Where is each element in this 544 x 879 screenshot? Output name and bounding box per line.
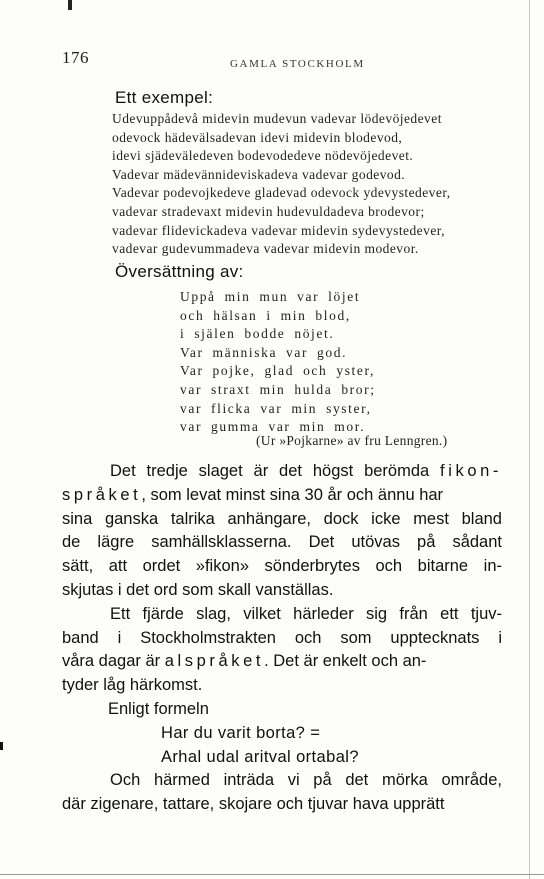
paragraph-line — [62, 484, 502, 508]
paragraph-line: sätt, att ordet »fikon» sönderbrytes och bitarne in- — [62, 557, 502, 576]
coded-line: idevi sjädeväledeven bodevodedeve nödevöjedevet. — [112, 148, 414, 164]
page-header — [62, 48, 502, 74]
running-head: GAMLA STOCKHOLM — [230, 58, 365, 70]
paragraph-line: band i Stockholmstrakten och som upptecknats i — [62, 628, 502, 647]
coded-line: odevock hädevälsadevan idevi midevin blodevod, — [112, 129, 403, 145]
paragraph-line — [62, 460, 502, 484]
coded-line: Vadevar mädevännideviskadeva vadevar godevod. — [112, 166, 406, 182]
scan-mark-left — [0, 742, 3, 750]
page-edge-line — [529, 0, 530, 879]
verse-attribution: (Ur »Pojkarne» av fru Lenngren.) — [256, 433, 448, 448]
line-text: Det tredje slaget är det högst berömda — [110, 462, 441, 480]
coded-line: vadevar stradevaxt midevin hudevuldadeva brodevor; — [112, 203, 425, 219]
scan-mark-top — [68, 0, 72, 10]
formula-line: Arhal udal aritval ortabal? — [161, 747, 359, 766]
translated-verse — [180, 288, 480, 437]
verse-line: var flicka var min syster, — [180, 400, 372, 416]
coded-line: Vadevar podevojkedeve gladevad odevock ydevystedever, — [112, 185, 451, 201]
coded-example — [112, 110, 512, 259]
paragraph-line: skjutas i det ord som skall vanställas. — [62, 580, 334, 599]
paragraph-line — [62, 650, 502, 674]
page-bottom-edge — [0, 874, 544, 875]
line-text: , som levat minst sina 30 år och ännu har — [141, 485, 444, 504]
line-text: våra dagar är — [62, 652, 165, 671]
body-text — [62, 460, 502, 817]
line-text: . Det är enkelt och an- — [264, 652, 427, 671]
paragraph-line: Och härmed inträda vi på det mörka område, — [110, 771, 502, 790]
emphasized-term: alspråket — [164, 652, 265, 671]
verse-line: var gumma var min mor. — [180, 419, 366, 435]
paragraph-line: sina ganska talrika anhängare, dock icke mest bland — [62, 509, 502, 528]
verse-line: i själen bodde nöjet. — [180, 326, 335, 342]
example-heading: Ett exempel: — [115, 88, 214, 107]
paragraph-line: Ett fjärde slag, vilket härleder sig från ett tjuv- — [110, 604, 502, 623]
paragraph-line: tyder låg härkomst. — [62, 676, 203, 695]
verse-line: och hälsan i min blod, — [180, 307, 351, 323]
formula-label: Enligt formeln — [108, 699, 209, 718]
emphasized-term: fikon- — [440, 462, 502, 480]
formula-line: Har du varit borta? = — [161, 723, 321, 742]
verse-line: Var människa var god. — [180, 344, 348, 360]
verse-line: var straxt min hulda bror; — [180, 381, 376, 397]
paragraph-line: de lägre samhällsklasserna. Det utövas på sådant — [62, 533, 502, 552]
coded-line: vadevar flidevickadeva vadevar midevin sydevystedever, — [112, 222, 446, 238]
verse-line: Uppå min mun var löjet — [180, 289, 361, 304]
coded-line: vadevar gudevummadeva vadevar midevin modevor. — [112, 241, 419, 257]
page-number: 176 — [62, 48, 89, 67]
coded-line: Udevuppådevå midevin mudevun vadevar lödevöjedevet — [112, 111, 442, 126]
verse-line: Var pojke, glad och yster, — [180, 363, 376, 379]
translation-heading: Översättning av: — [115, 262, 244, 281]
emphasized-term: språket — [62, 485, 142, 504]
paragraph-line: där zigenare, tattare, skojare och tjuvar hava upprätt — [62, 795, 445, 814]
